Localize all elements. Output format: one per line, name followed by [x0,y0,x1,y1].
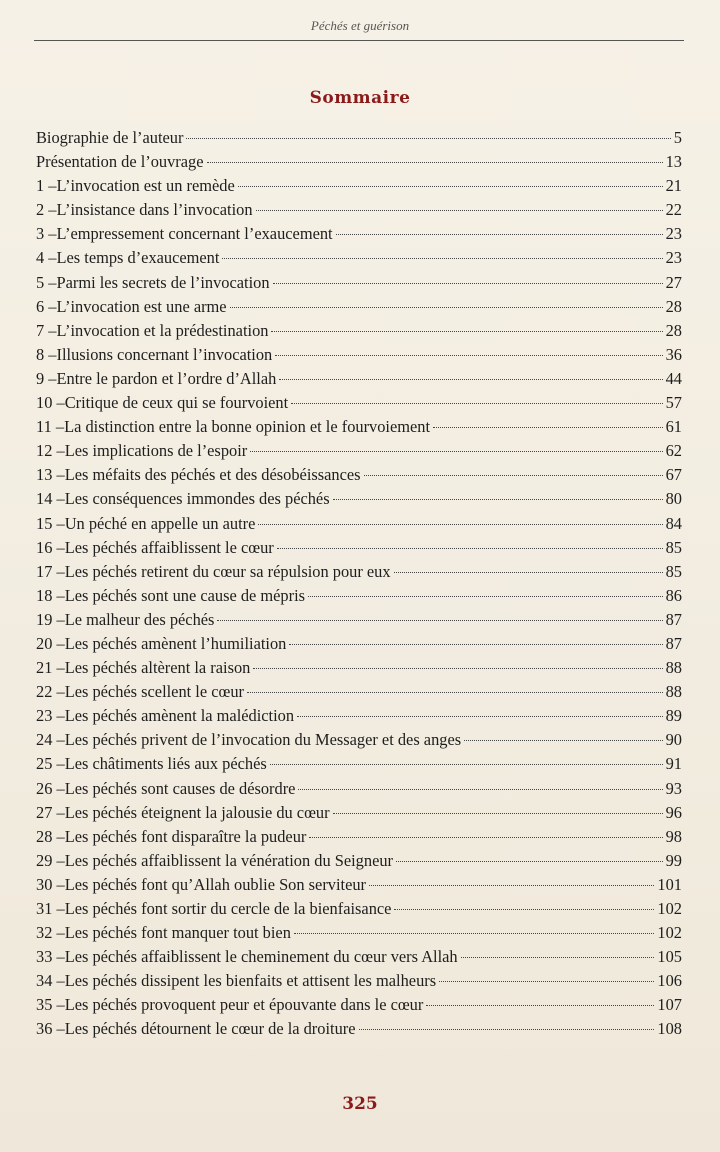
toc-entry-number: 19 – [36,609,65,629]
toc-entry-label: Les temps d’exaucement [56,248,220,268]
toc-entry-label: Les méfaits des péchés et des désobéissances [64,465,361,485]
toc-entry-page: 84 [665,513,682,533]
toc-entry-label: L’insistance dans l’invocation [56,200,253,220]
toc-entry-page: 96 [665,802,682,822]
dot-leader [222,258,662,259]
toc-entry-label: Un péché en appelle un autre [64,513,256,533]
toc-entry-page: 62 [665,441,682,461]
toc-entry-number: 36 – [36,1019,65,1039]
toc-entry [36,489,682,513]
dot-leader [258,524,662,525]
toc-entry-label: Les péchés altèrent la raison [64,658,251,678]
toc-entry-number: 15 – [36,513,65,533]
toc-entry-number: 23 – [36,706,65,726]
toc-entry-number: 13 – [36,465,65,485]
dot-leader [426,1005,654,1006]
toc-entry-page: 57 [665,393,682,413]
toc-entry-label: Les péchés font disparaître la pudeur [64,826,307,846]
toc-entry-label: Les châtiments liés aux péchés [64,754,267,774]
toc-entry-page: 105 [657,947,682,967]
toc-entry-number: 34 – [36,971,65,991]
toc-entry-label: Entre le pardon et l’ordre d’Allah [56,368,277,388]
toc-entry-page: 23 [665,224,682,244]
toc-entry-page: 102 [657,899,682,918]
toc-entry [36,538,682,562]
toc-entry-number: 2 – [36,200,57,220]
dot-leader [279,379,662,380]
toc-entry-label: Critique de ceux qui se fourvoient [64,393,289,413]
dot-leader [394,572,663,573]
dot-leader [309,837,662,838]
dot-leader [298,789,662,790]
toc-entry-page: 99 [665,850,682,870]
dot-leader [369,885,654,886]
toc-entry [36,827,682,851]
toc-entry-page: 23 [665,248,682,268]
toc-entry-label: Illusions concernant l’invocation [56,344,273,364]
toc-entry-number: 18 – [36,585,65,605]
toc-entry [36,730,682,754]
toc-entry-number: 9 – [36,368,57,388]
toc-entry-number: 7 – [36,320,57,340]
toc-entry-page: 86 [665,585,682,605]
toc-entry [36,321,682,345]
toc-entry-number: 35 – [36,995,65,1015]
toc-entry [36,682,682,706]
toc-entry-page: 87 [665,609,682,629]
dot-leader [297,716,663,717]
dot-leader [271,331,662,332]
toc-entry-label: Les péchés scellent le cœur [64,682,244,702]
toc-entry-page: 5 [673,128,682,147]
toc-entry-page: 44 [665,368,682,388]
toc-entry-number: 22 – [36,682,65,702]
toc-entry [36,875,682,899]
toc-entry [36,803,682,827]
dot-leader [273,283,663,284]
toc-entry-page: 98 [665,826,682,846]
toc-entry-page: 28 [665,320,682,340]
toc-entry [36,393,682,417]
toc-entry-number: 14 – [36,489,65,509]
dot-leader [464,740,662,741]
dot-leader [336,234,663,235]
toc-entry-number: 6 – [36,296,57,316]
toc-entry-number: 33 – [36,947,65,967]
dot-leader [217,620,662,621]
dot-leader [333,499,663,500]
toc-entry-number: 25 – [36,754,65,774]
toc-entry [36,851,682,875]
dot-leader [277,548,663,549]
dot-leader [364,475,663,476]
dot-leader [308,596,663,597]
toc-entry-label: Les péchés sont causes de désordre [64,778,296,798]
toc-entry-label: Les péchés font sortir du cercle de la bienfaisance [64,899,392,918]
toc-entry-page: 93 [665,778,682,798]
toc-entry-label: Les péchés dissipent les bienfaits et attisent les malheurs [64,971,437,991]
toc-entry [36,995,682,1019]
toc-entry-label: Les péchés affaiblissent le cœur [64,537,274,557]
dot-leader [256,210,663,211]
toc-entry-number: 32 – [36,923,65,943]
toc-entry-number: 1 – [36,176,57,196]
running-head: Péchés et guérison [310,18,410,33]
toc-entry [36,706,682,730]
toc-entry-label: Les péchés affaiblissent la vénération du Seigneur [64,850,393,870]
dot-leader [270,764,663,765]
dot-leader [396,861,663,862]
toc-entry [36,369,682,393]
dot-leader [439,981,654,982]
toc-entry-page: 107 [657,995,682,1015]
toc-entry-label: Les péchés provoquent peur et épouvante dans le cœur [64,995,424,1015]
toc-entry [36,923,682,947]
toc-entry [36,441,682,465]
toc-entry-number: 24 – [36,730,65,750]
toc-entry-label: Les péchés privent de l’invocation du Messager et des anges [64,730,462,750]
toc-entry-number: 20 – [36,633,65,653]
toc-entry-label: Les implications de l’espoir [64,441,248,461]
toc-entry-label: Les péchés amènent l’humiliation [64,633,287,653]
toc-entry-label: Les péchés retirent du cœur sa répulsion pour eux [64,561,391,581]
page-title: Sommaire [309,88,411,108]
toc-entry [36,562,682,586]
toc-entry-label: Les péchés affaiblissent le cheminement du cœur vers Allah [64,947,458,967]
toc-entry [36,947,682,971]
toc-entry-number: 21 – [36,658,65,678]
dot-leader [289,644,662,645]
toc-entry [36,152,682,176]
toc-entry-page: 85 [665,537,682,557]
toc-entry [36,899,682,923]
toc-entry-page: 28 [665,296,682,316]
toc-entry [36,514,682,538]
dot-leader [394,909,654,910]
toc-entry-page: 88 [665,658,682,678]
toc-entry [36,610,682,634]
toc-entry-label: Les péchés sont une cause de mépris [64,585,306,605]
toc-entry-number: 12 – [36,441,65,461]
dot-leader [461,957,655,958]
toc-entry-page: 36 [665,344,682,364]
toc-entry [36,248,682,272]
toc-entry-label: Les conséquences immondes des péchés [64,489,330,509]
toc-entry-label: Les péchés éteignent la jalousie du cœur [64,802,330,822]
dot-leader [275,355,662,356]
toc-entry-page: 27 [665,272,682,292]
toc-entry-page: 80 [665,489,682,509]
dot-leader [291,403,662,404]
toc-entry-number: 10 – [36,393,65,413]
header-rule [34,40,684,41]
toc-entry-number: 17 – [36,561,65,581]
toc-entry-number: 30 – [36,874,65,894]
toc-entry-page: 61 [665,417,682,437]
toc-entry [36,417,682,441]
toc-entry-label: Les péchés détournent le cœur de la droiture [64,1019,356,1039]
dot-leader [250,451,662,452]
toc-entry-page: 13 [665,152,682,172]
toc-entry [36,273,682,297]
toc-entry-label: L’invocation est une arme [56,296,227,316]
toc-entry-page: 88 [665,682,682,702]
toc-entry [36,297,682,321]
dot-leader [207,162,663,163]
toc-entry-number: 5 – [36,272,57,292]
toc-entry-page: 106 [657,971,682,991]
toc-entry-page: 85 [665,561,682,581]
dot-leader [294,933,655,934]
dot-leader [247,692,663,693]
toc-entry [36,779,682,803]
toc-entry-number: 26 – [36,778,65,798]
toc-entry-label: Les péchés amènent la malédiction [64,706,295,726]
toc-entry [36,345,682,369]
dot-leader [230,307,663,308]
toc-entry [36,224,682,248]
toc-entry-number: 16 – [36,537,65,557]
toc-entry-page: 91 [665,754,682,774]
dot-leader [253,668,662,669]
toc-entry [36,971,682,995]
toc-entry [36,176,682,200]
page-number: 325 [342,1094,378,1114]
toc-entry-label: Les péchés font qu’Allah oublie Son serviteur [64,874,367,894]
toc-entry-label: L’invocation et la prédestination [56,320,269,340]
toc-entry [36,658,682,682]
toc-entry-number: 31 – [36,899,65,918]
toc-entry-page: 67 [665,465,682,485]
toc-entry-page: 90 [665,730,682,750]
toc-entry-label: Le malheur des péchés [64,609,215,629]
toc-entry-number: 11 – [36,417,65,437]
toc-entry-page: 102 [657,923,682,943]
toc-entry-page: 21 [665,176,682,196]
toc-entry [36,634,682,658]
toc-entry [36,200,682,224]
toc-entry-number: 29 – [36,850,65,870]
toc-entry-page: 108 [657,1019,682,1039]
dot-leader [186,138,670,139]
toc-entry [36,586,682,610]
toc-entry-page: 22 [665,200,682,220]
table-of-contents [36,128,682,1044]
toc-entry-page: 101 [657,874,682,894]
toc-entry-number: 4 – [36,248,57,268]
toc-entry-label: L’invocation est un remède [56,176,235,196]
toc-entry-label: La distinction entre la bonne opinion et le fourvoiement [64,417,431,437]
dot-leader [359,1029,655,1030]
toc-entry [36,465,682,489]
toc-entry-number: 27 – [36,802,65,822]
toc-entry [36,1019,682,1043]
toc-entry-label: Biographie de l’auteur [36,128,184,147]
toc-entry-label: Les péchés font manquer tout bien [64,923,291,943]
toc-entry-label: Parmi les secrets de l’invocation [56,272,270,292]
toc-entry-number: 28 – [36,826,65,846]
toc-entry-number: 3 – [36,224,57,244]
toc-entry-page: 87 [665,633,682,653]
dot-leader [238,186,663,187]
dot-leader [333,813,663,814]
toc-entry [36,128,682,152]
toc-entry-label: Présentation de l’ouvrage [36,152,204,172]
toc-entry-page: 89 [665,706,682,726]
toc-entry-label: L’empressement concernant l’exaucement [56,224,333,244]
dot-leader [433,427,663,428]
toc-entry [36,754,682,778]
toc-entry-number: 8 – [36,344,57,364]
